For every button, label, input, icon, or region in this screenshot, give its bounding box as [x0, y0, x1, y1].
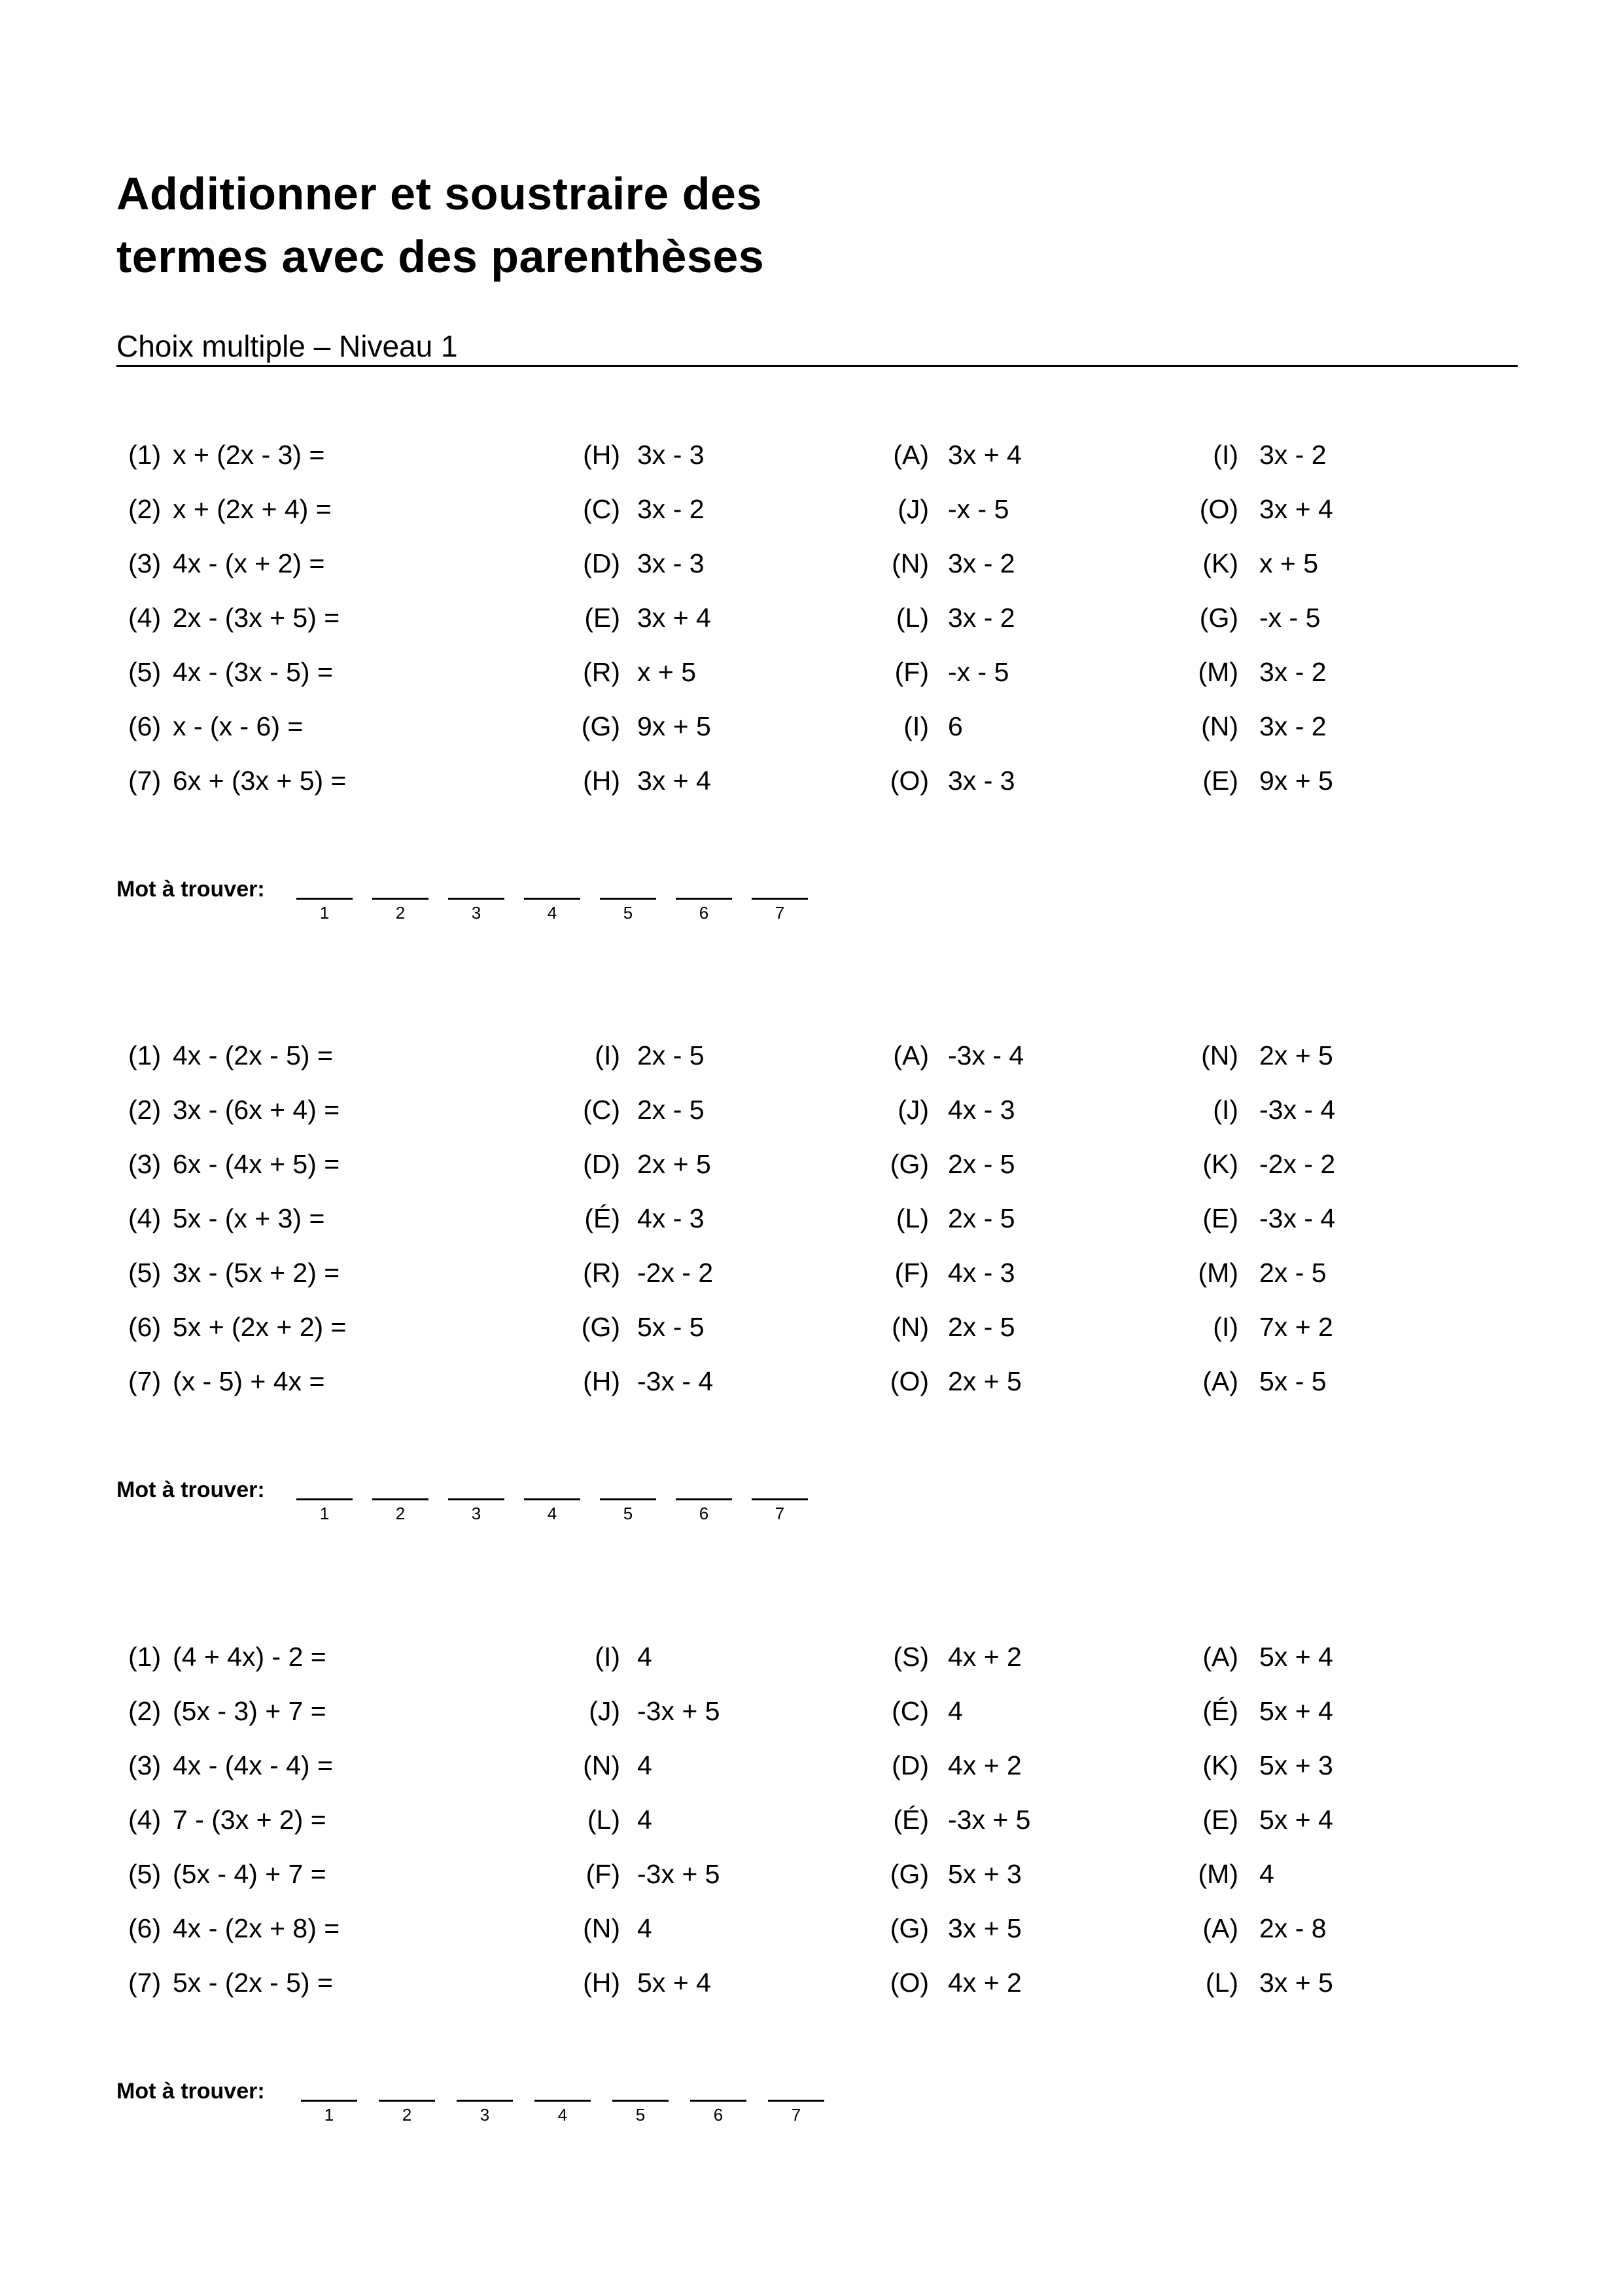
- question-number: (1): [128, 1642, 162, 1672]
- option-letter[interactable]: (H): [583, 1968, 620, 1998]
- option-letter[interactable]: (D): [583, 1149, 620, 1179]
- blank-number: 4: [547, 903, 557, 923]
- option-letter[interactable]: (A): [893, 440, 929, 470]
- option-letter[interactable]: (J): [898, 1095, 929, 1125]
- question-row: [0, 707, 1623, 746]
- answer-blank[interactable]: [600, 891, 656, 900]
- option-value[interactable]: 3x - 2: [637, 494, 705, 524]
- option-value[interactable]: 3x + 4: [948, 440, 1022, 470]
- option-value[interactable]: 4: [637, 1750, 652, 1780]
- option-letter[interactable]: (F): [585, 1859, 620, 1889]
- option-value[interactable]: 9x + 5: [637, 711, 711, 741]
- question-row: [0, 1144, 1623, 1184]
- option-value[interactable]: 6: [948, 711, 963, 741]
- answer-blank[interactable]: [752, 891, 808, 900]
- question-row: [0, 1691, 1623, 1731]
- blank-number: 6: [699, 1504, 709, 1523]
- blank-number: 7: [775, 903, 785, 923]
- question-row: [0, 652, 1623, 692]
- option-letter[interactable]: (G): [890, 1859, 929, 1889]
- question-expression: (5x - 3) + 7 =: [173, 1696, 326, 1726]
- option-letter[interactable]: (A): [1202, 1366, 1238, 1396]
- option-letter[interactable]: (H): [583, 1366, 620, 1396]
- option-value[interactable]: 3x - 3: [948, 766, 1015, 796]
- question-expression: 5x - (x + 3) =: [173, 1203, 325, 1233]
- option-value[interactable]: 4: [637, 1642, 652, 1672]
- question-expression: 4x - (4x - 4) =: [173, 1750, 333, 1780]
- option-value[interactable]: 3x + 4: [637, 766, 711, 796]
- option-letter[interactable]: (E): [1202, 1203, 1238, 1233]
- option-value[interactable]: 3x - 2: [1259, 657, 1327, 687]
- option-value[interactable]: -3x + 5: [948, 1805, 1031, 1835]
- question-row: [0, 1307, 1623, 1347]
- option-value[interactable]: -x - 5: [948, 657, 1009, 687]
- blank-number: 7: [791, 2105, 801, 2125]
- subtitle: Choix multiple – Niveau 1: [116, 327, 1518, 367]
- question-expression: 5x + (2x + 2) =: [173, 1312, 347, 1342]
- question-expression: 3x - (5x + 2) =: [173, 1258, 340, 1288]
- question-number: (2): [128, 1095, 162, 1125]
- question-number: (4): [128, 1203, 162, 1233]
- blank-number: 6: [713, 2105, 724, 2125]
- question-number: (3): [128, 548, 162, 578]
- question-expression: 6x + (3x + 5) =: [173, 766, 347, 796]
- answer-blank[interactable]: [379, 2093, 435, 2102]
- option-letter[interactable]: (I): [595, 1642, 620, 1672]
- option-value[interactable]: -x - 5: [948, 494, 1009, 524]
- option-letter[interactable]: (I): [595, 1040, 620, 1070]
- option-letter[interactable]: (N): [892, 1312, 929, 1342]
- answer-blank[interactable]: [676, 891, 732, 900]
- option-letter[interactable]: (L): [1205, 1968, 1238, 1998]
- option-letter[interactable]: (M): [1198, 1859, 1238, 1889]
- answer-label: Mot à trouver:: [116, 1477, 265, 1502]
- question-number: (6): [128, 1913, 162, 1943]
- option-letter[interactable]: (K): [1202, 1750, 1238, 1780]
- option-value[interactable]: -3x - 4: [948, 1040, 1024, 1070]
- answer-label: Mot à trouver:: [116, 2079, 265, 2104]
- blank-number: 1: [319, 903, 330, 923]
- option-letter[interactable]: (D): [892, 1750, 929, 1780]
- option-letter[interactable]: (L): [896, 1203, 929, 1233]
- option-value[interactable]: x + 5: [1259, 548, 1319, 578]
- question-number: (4): [128, 603, 162, 633]
- option-letter[interactable]: (S): [893, 1642, 929, 1672]
- question-expression: 7 - (3x + 2) =: [173, 1805, 326, 1835]
- option-value[interactable]: -3x + 5: [637, 1859, 720, 1889]
- option-letter[interactable]: (É): [1202, 1696, 1238, 1726]
- question-expression: 4x - (x + 2) =: [173, 548, 325, 578]
- question-row: [0, 435, 1623, 474]
- option-value[interactable]: 3x + 4: [637, 603, 711, 633]
- option-value[interactable]: 4: [637, 1805, 652, 1835]
- question-row: [0, 1199, 1623, 1238]
- question-row: [0, 489, 1623, 529]
- question-row: [0, 1800, 1623, 1839]
- blank-number: 7: [775, 1504, 785, 1523]
- question-row: [0, 1253, 1623, 1292]
- option-value[interactable]: 9x + 5: [1259, 766, 1333, 796]
- question-expression: x - (x - 6) =: [173, 711, 304, 741]
- option-letter[interactable]: (R): [583, 1258, 620, 1288]
- question-number: (2): [128, 494, 162, 524]
- option-value[interactable]: -3x + 5: [637, 1696, 720, 1726]
- option-value[interactable]: 4: [948, 1696, 963, 1726]
- option-value[interactable]: 3x - 3: [637, 440, 705, 470]
- option-value[interactable]: 2x - 5: [1259, 1258, 1327, 1288]
- option-value[interactable]: 3x + 5: [1259, 1968, 1333, 1998]
- answer-blank[interactable]: [524, 891, 580, 900]
- worksheet-title: [116, 162, 764, 288]
- question-expression: (4 + 4x) - 2 =: [173, 1642, 326, 1672]
- option-value[interactable]: 4: [637, 1913, 652, 1943]
- option-value[interactable]: 2x - 5: [948, 1312, 1015, 1342]
- option-value[interactable]: -3x - 4: [637, 1366, 714, 1396]
- option-letter[interactable]: (É): [893, 1805, 929, 1835]
- option-value[interactable]: 3x - 2: [948, 548, 1015, 578]
- option-letter[interactable]: (N): [583, 1750, 620, 1780]
- option-value[interactable]: 4: [1259, 1859, 1274, 1889]
- answer-blank[interactable]: [534, 2093, 591, 2102]
- option-value[interactable]: 2x + 5: [948, 1366, 1022, 1396]
- option-value[interactable]: 5x + 4: [637, 1968, 711, 1998]
- blank-number: 4: [547, 1504, 557, 1523]
- option-letter[interactable]: (I): [903, 711, 929, 741]
- answer-blank[interactable]: [448, 891, 504, 900]
- option-value[interactable]: 5x - 5: [1259, 1366, 1327, 1396]
- option-value[interactable]: -3x - 4: [1259, 1095, 1336, 1125]
- option-letter[interactable]: (F): [894, 1258, 929, 1288]
- blank-number: 5: [623, 1504, 633, 1523]
- option-value[interactable]: -2x - 2: [637, 1258, 714, 1288]
- question-row: [0, 1854, 1623, 1894]
- blank-number: 3: [471, 1504, 481, 1523]
- option-value[interactable]: 2x - 5: [948, 1203, 1015, 1233]
- blank-number: 5: [623, 903, 633, 923]
- option-value[interactable]: 3x - 3: [637, 548, 705, 578]
- option-letter[interactable]: (N): [583, 1913, 620, 1943]
- question-number: (2): [128, 1696, 162, 1726]
- question-number: (3): [128, 1750, 162, 1780]
- question-row: [0, 1362, 1623, 1401]
- question-expression: 4x - (2x + 8) =: [173, 1913, 340, 1943]
- option-letter[interactable]: (N): [892, 548, 929, 578]
- option-value[interactable]: -3x - 4: [1259, 1203, 1336, 1233]
- question-number: (6): [128, 1312, 162, 1342]
- option-value[interactable]: 2x - 8: [1259, 1913, 1327, 1943]
- answer-label: Mot à trouver:: [116, 877, 265, 902]
- option-value[interactable]: 2x + 5: [637, 1149, 711, 1179]
- question-number: (1): [128, 1040, 162, 1070]
- answer-blank[interactable]: [296, 891, 353, 900]
- question-number: (7): [128, 1968, 162, 1998]
- option-value[interactable]: 3x - 2: [1259, 711, 1327, 741]
- option-letter[interactable]: (I): [1213, 440, 1238, 470]
- blank-number: 6: [699, 903, 709, 923]
- answer-blank[interactable]: [296, 1492, 353, 1500]
- blank-number: 1: [324, 2105, 334, 2125]
- option-letter[interactable]: (É): [584, 1203, 620, 1233]
- question-expression: (5x - 4) + 7 =: [173, 1859, 326, 1889]
- answer-blank[interactable]: [690, 2093, 746, 2102]
- question-number: (7): [128, 766, 162, 796]
- question-row: [0, 1090, 1623, 1129]
- option-letter[interactable]: (M): [1198, 657, 1238, 687]
- question-number: (4): [128, 1805, 162, 1835]
- question-number: (5): [128, 1258, 162, 1288]
- option-letter[interactable]: (G): [581, 1312, 620, 1342]
- answer-blank[interactable]: [301, 2093, 357, 2102]
- option-value[interactable]: 4x - 3: [637, 1203, 705, 1233]
- option-value[interactable]: 4x - 3: [948, 1095, 1015, 1125]
- option-letter[interactable]: (E): [1202, 1805, 1238, 1835]
- option-letter[interactable]: (N): [1201, 711, 1238, 741]
- option-letter[interactable]: (I): [1213, 1095, 1238, 1125]
- option-value[interactable]: 3x + 4: [1259, 494, 1333, 524]
- option-letter[interactable]: (G): [581, 711, 620, 741]
- answer-blank[interactable]: [457, 2093, 513, 2102]
- blank-number: 2: [395, 1504, 406, 1523]
- option-value[interactable]: 3x - 2: [948, 603, 1015, 633]
- option-letter[interactable]: (F): [894, 657, 929, 687]
- option-value[interactable]: 5x + 4: [1259, 1805, 1333, 1835]
- option-letter[interactable]: (J): [589, 1696, 620, 1726]
- option-letter[interactable]: (D): [583, 548, 620, 578]
- option-value[interactable]: 4x + 2: [948, 1968, 1022, 1998]
- answer-blank[interactable]: [524, 1492, 580, 1500]
- blank-number: 2: [402, 2105, 412, 2125]
- option-letter[interactable]: (C): [892, 1696, 929, 1726]
- option-value[interactable]: 5x + 3: [948, 1859, 1022, 1889]
- question-row: [0, 598, 1623, 637]
- option-letter[interactable]: (A): [1202, 1642, 1238, 1672]
- option-letter[interactable]: (A): [893, 1040, 929, 1070]
- option-value[interactable]: 2x - 5: [637, 1040, 705, 1070]
- answer-blank[interactable]: [372, 1492, 428, 1500]
- option-value[interactable]: 2x - 5: [948, 1149, 1015, 1179]
- option-letter[interactable]: (L): [587, 1805, 620, 1835]
- option-letter[interactable]: (K): [1202, 1149, 1238, 1179]
- question-row: [0, 761, 1623, 800]
- question-row: [0, 1637, 1623, 1676]
- question-expression: x + (2x - 3) =: [173, 440, 325, 470]
- question-expression: 2x - (3x + 5) =: [173, 603, 340, 633]
- question-number: (6): [128, 711, 162, 741]
- question-row: [0, 1746, 1623, 1785]
- blank-number: 4: [557, 2105, 568, 2125]
- option-letter[interactable]: (H): [583, 440, 620, 470]
- blank-number: 5: [635, 2105, 646, 2125]
- option-letter[interactable]: (O): [1199, 494, 1238, 524]
- question-row: [0, 544, 1623, 583]
- question-expression: (x - 5) + 4x =: [173, 1366, 325, 1396]
- option-letter[interactable]: (O): [890, 766, 929, 796]
- option-letter[interactable]: (L): [896, 603, 929, 633]
- question-expression: x + (2x + 4) =: [173, 494, 332, 524]
- blank-number: 2: [395, 903, 406, 923]
- option-value[interactable]: 5x + 4: [1259, 1696, 1333, 1726]
- answer-blank[interactable]: [448, 1492, 504, 1500]
- option-letter[interactable]: (C): [583, 1095, 620, 1125]
- option-letter[interactable]: (C): [583, 494, 620, 524]
- question-row: [0, 1909, 1623, 1948]
- title-line-2: termes avec des parenthèses: [116, 231, 765, 282]
- option-letter[interactable]: (G): [890, 1149, 929, 1179]
- answer-blank[interactable]: [768, 2093, 824, 2102]
- question-number: (1): [128, 440, 162, 470]
- option-letter[interactable]: (N): [1201, 1040, 1238, 1070]
- option-value[interactable]: -x - 5: [1259, 603, 1321, 633]
- question-expression: 5x - (2x - 5) =: [173, 1968, 333, 1998]
- option-letter[interactable]: (M): [1198, 1258, 1238, 1288]
- blank-number: 3: [480, 2105, 490, 2125]
- answer-blank[interactable]: [612, 2093, 669, 2102]
- option-letter[interactable]: (J): [898, 494, 929, 524]
- question-number: (3): [128, 1149, 162, 1179]
- option-letter[interactable]: (G): [890, 1913, 929, 1943]
- question-expression: 6x - (4x + 5) =: [173, 1149, 340, 1179]
- option-value[interactable]: 3x + 5: [948, 1913, 1022, 1943]
- option-value[interactable]: 5x + 4: [1259, 1642, 1333, 1672]
- question-expression: 4x - (2x - 5) =: [173, 1040, 333, 1070]
- title-line-1: Additionner et soustraire des: [116, 168, 762, 219]
- question-number: (7): [128, 1366, 162, 1396]
- question-row: [0, 1036, 1623, 1075]
- answer-blank[interactable]: [676, 1492, 732, 1500]
- option-value[interactable]: 5x - 5: [637, 1312, 705, 1342]
- question-expression: 4x - (3x - 5) =: [173, 657, 333, 687]
- blank-number: 1: [319, 1504, 330, 1523]
- option-letter[interactable]: (H): [583, 766, 620, 796]
- answer-blank[interactable]: [600, 1492, 656, 1500]
- option-letter[interactable]: (E): [1202, 766, 1238, 796]
- option-letter[interactable]: (O): [890, 1366, 929, 1396]
- option-letter[interactable]: (O): [890, 1968, 929, 1998]
- blank-number: 3: [471, 903, 481, 923]
- question-expression: 3x - (6x + 4) =: [173, 1095, 340, 1125]
- answer-blank[interactable]: [372, 891, 428, 900]
- option-letter[interactable]: (A): [1202, 1913, 1238, 1943]
- option-letter[interactable]: (G): [1199, 603, 1238, 633]
- option-value[interactable]: x + 5: [637, 657, 697, 687]
- option-letter[interactable]: (E): [584, 603, 620, 633]
- answer-blank[interactable]: [752, 1492, 808, 1500]
- option-value[interactable]: 2x + 5: [1259, 1040, 1333, 1070]
- option-value[interactable]: 4x + 2: [948, 1642, 1022, 1672]
- option-value[interactable]: 2x - 5: [637, 1095, 705, 1125]
- option-letter[interactable]: (R): [583, 657, 620, 687]
- option-value[interactable]: 5x + 3: [1259, 1750, 1333, 1780]
- option-value[interactable]: 3x - 2: [1259, 440, 1327, 470]
- option-value[interactable]: 4x - 3: [948, 1258, 1015, 1288]
- option-value[interactable]: 7x + 2: [1259, 1312, 1333, 1342]
- question-number: (5): [128, 657, 162, 687]
- option-letter[interactable]: (K): [1202, 548, 1238, 578]
- question-number: (5): [128, 1859, 162, 1889]
- question-row: [0, 1963, 1623, 2002]
- option-value[interactable]: 4x + 2: [948, 1750, 1022, 1780]
- option-value[interactable]: -2x - 2: [1259, 1149, 1336, 1179]
- option-letter[interactable]: (I): [1213, 1312, 1238, 1342]
